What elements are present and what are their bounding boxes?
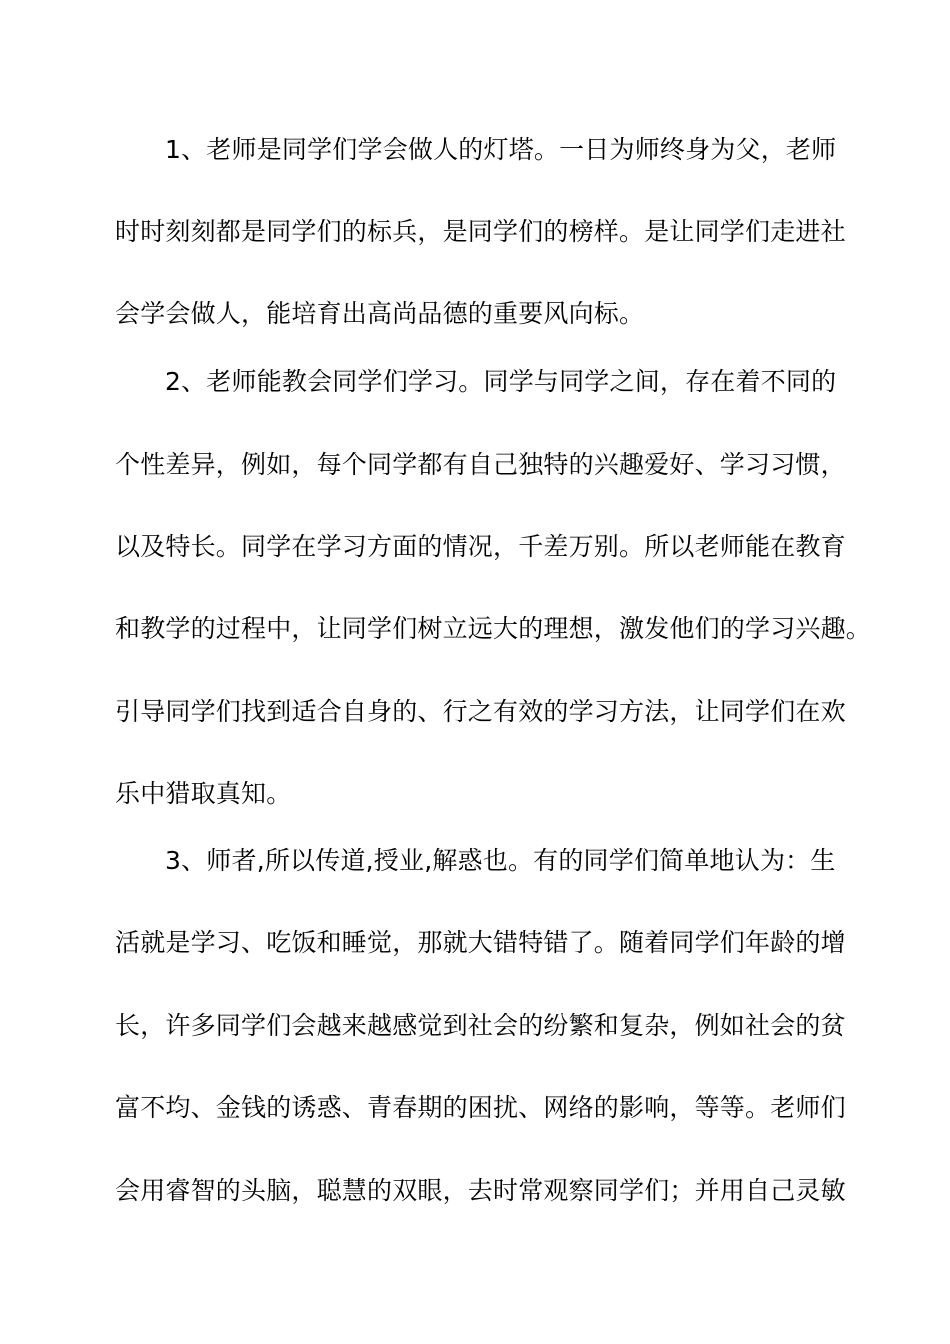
paragraph-1-line-3: 会学会做人，能培育出高尚品德的重要风向标。	[115, 299, 645, 328]
paragraph-2-line-6: 乐中猎取真知。	[115, 779, 292, 808]
paragraph-1-line-1: 1、老师是同学们学会做人的灯塔。一日为师终身为父，老师	[165, 135, 837, 164]
paragraph-2-line-4: 和教学的过程中，让同学们树立远大的理想，激发他们的学习兴趣。	[115, 614, 872, 643]
paragraph-3-line-3: 长，许多同学们会越来越感觉到社会的纷繁和复杂，例如社会的贫	[115, 1011, 846, 1040]
paragraph-2-line-2: 个性差异，例如，每个同学都有自己独特的兴趣爱好、学习习惯，	[115, 450, 846, 479]
paragraph-3-line-1: 3、师者,所以传道,授业,解惑也。有的同学们简单地认为：生	[165, 846, 836, 875]
paragraph-2-line-5: 引导同学们找到适合自身的、行之有效的学习方法，让同学们在欢	[115, 697, 846, 726]
paragraph-3-line-2: 活就是学习、吃饭和睡觉，那就大错特错了。随着同学们年龄的增	[115, 928, 846, 957]
paragraph-2-line-1: 2、老师能教会同学们学习。同学与同学之间，存在着不同的	[165, 367, 837, 396]
paragraph-2-line-3: 以及特长。同学在学习方面的情况，千差万别。所以老师能在教育	[115, 532, 846, 561]
paragraph-1-line-2: 时时刻刻都是同学们的标兵，是同学们的榜样。是让同学们走进社	[115, 217, 846, 246]
paragraph-3-line-4: 富不均、金钱的诱惑、青春期的困扰、网络的影响，等等。老师们	[115, 1093, 846, 1122]
paragraph-3-line-5: 会用睿智的头脑，聪慧的双眼，去时常观察同学们；并用自己灵敏	[115, 1176, 846, 1205]
